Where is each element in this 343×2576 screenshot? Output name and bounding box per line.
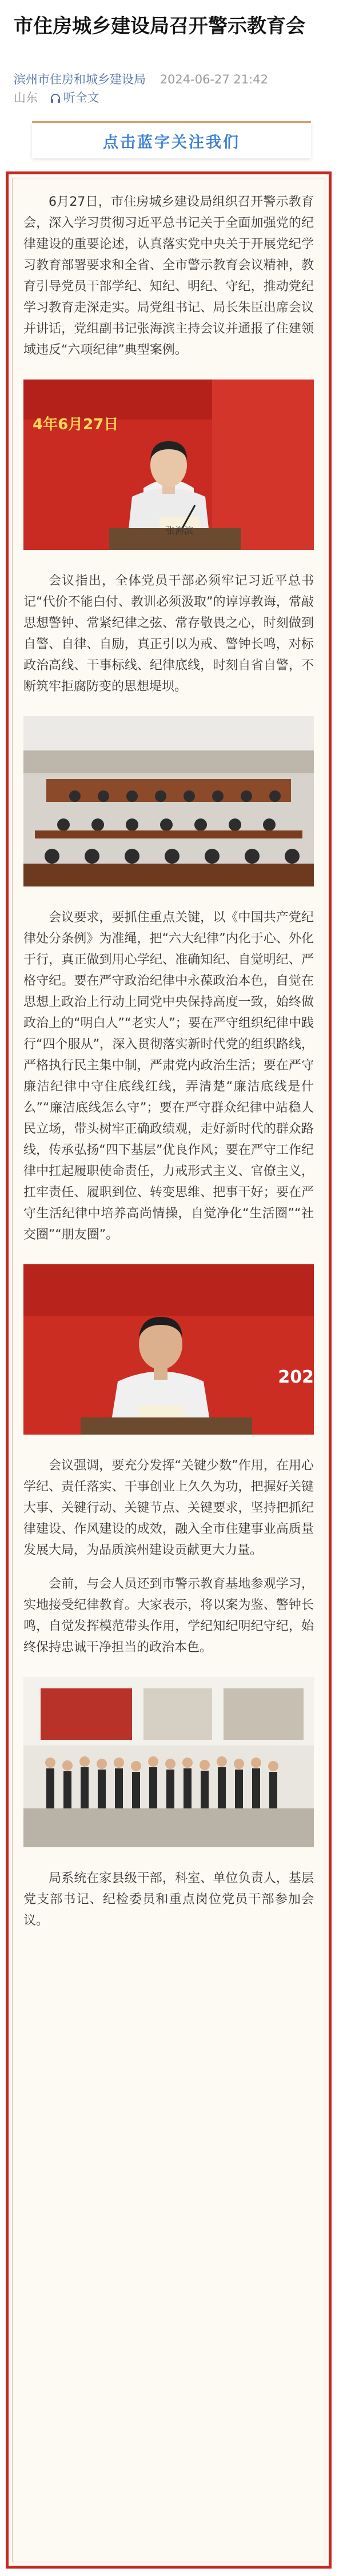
article-content (23, 191, 314, 1931)
photo-meeting-speaker-2 (23, 1264, 314, 1435)
article-body-frame (6, 171, 332, 2569)
photo-3-date-caption: 202 (278, 1367, 314, 1387)
publish-time: 2024-06-27 21:42 (159, 73, 268, 86)
listen-full-text-button[interactable] (50, 91, 99, 105)
photo-scene-3 (23, 1264, 314, 1435)
photo-1-date-caption: 4年6月27日 (33, 416, 119, 433)
follow-banner[interactable]: 点击蓝字关注我们 (32, 121, 311, 158)
paragraph-6: 局系统在家县级干部，科室、单位负责人，基层党支部书记、纪检委员和重点岗位党员干部参加会议。 (23, 1871, 314, 1928)
paragraph-5: 会前，与会人员还到市警示教育基地参观学习，实地接受纪律教育。大家表示，将以案为鉴、警钟长鸣，自觉发挥模范带头作用，学纪知纪明纪守纪，始终保持忠诚干净担当的政治本色。 (23, 1577, 314, 1655)
listen-label: 听全文 (63, 91, 99, 105)
photo-education-base-visit (23, 1677, 314, 1847)
paragraph-1: 6月27日，市住房城乡建设局组织召开警示教育会，深入学习贯彻习近平总书记关于全面加强党的纪律建设的重要论述，认真落实党中央关于开展党纪学习教育部署要求和全省、全市警示教育会议精神，教育引导党员干部学纪、知纪、明纪、守纪，推动党纪学习教育走深走实。局党组书记、局长朱臣出席会议并讲话，党组副书记张海滨主持会议并通报了住建领域违反“六项纪律”典型案例。 (23, 195, 314, 357)
article-title: 市住房城乡建设局召开警示教育会 (14, 15, 305, 38)
photo-meeting-room (23, 716, 314, 886)
headphones-icon (50, 93, 61, 104)
paragraph-4: 会议强调，要充分发挥“关键少数”作用，在用心学纪、责任落实、干事创业上久久为功，把握好关键大事、关键行动、关键节点、关键要求，坚持把抓纪律建设、作风建设的成效，融入全市住建事业高质量发展大局，为品质滨州建设贡献更大力量。 (23, 1459, 314, 1557)
photo-1-nameplate: 张海滨 (165, 525, 193, 536)
photo-meeting-speaker-1 (23, 380, 314, 550)
photo-scene-4 (23, 1677, 314, 1847)
account-name-link[interactable]: 滨州市住房和城乡建设局 (14, 73, 146, 86)
photo-scene-2 (23, 716, 314, 886)
publish-location: 山东 (14, 91, 38, 105)
article-meta (14, 71, 334, 88)
paragraph-3: 会议要求，要抓住重点关键，以《中国共产党纪律处分条例》为准绳，把“六大纪律”内化于心、外化于行，真正做到用心学纪、准确知纪、自觉明纪、严格守纪。要在严守政治纪律中永葆政治本色，自觉在思想上政治上行动上同党中央保持高度一致，始终做政治上的“明白人”“老实人”；要在严守组织纪律中践行“四个服从”，深入贯彻落实新时代党的组织路线，严格执行民主集中制，严肃党内政治生活；要在严守廉洁纪律中守住底线红线，弄清楚“廉洁底线是什么”“廉洁底线怎么守”；要在严守群众纪律中站稳人民立场，带头树牢正确政绩观，走好新时代的群众路线，传承弘扬“四下基层”优良作风；要在严守工作纪律中扛起履职使命责任，力戒形式主义、官僚主义，扛牢责任、履职到位、转变思维、把事干好；要在严守生活纪律中培养高尚情操，自觉净化“生活圈”“社交圈”“朋友圈”。 (23, 910, 314, 1242)
paragraph-2: 会议指出，全体党员干部必须牢记习近平总书记“代价不能白付、教训必须汲取”的谆谆教诲，常敲思想警钟、常紧纪律之弦、常存敬畏之心，时刻做到自警、自律、自励，真正引以为戒、警钟长鸣，对标政治高线、干事标线、纪律底线，时刻自省自警，不断筑牢拒腐防变的思想堤坝。 (23, 574, 314, 694)
article-meta-line2 (14, 89, 99, 106)
